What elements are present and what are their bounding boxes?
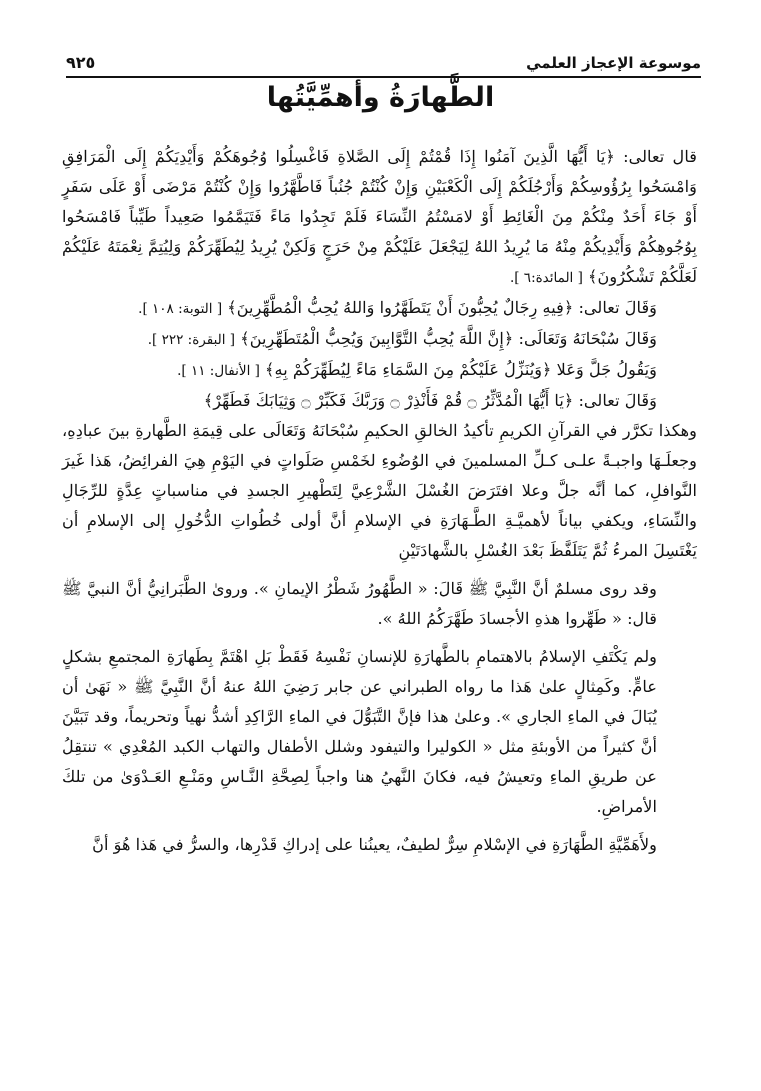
paragraph-quran-tawba: وَقَالَ تعالى: ﴿فِيهِ رِجَالٌ يُحِبُّونَ أَنْ يَتَطَهَّرُوا وَاللهُ يُحِبُّ الْمُطَّهِّرِينَ﴾ [ التوبة: ١٠٨ ]. — [138, 298, 657, 317]
body-text — [62, 142, 697, 860]
verse-reference: [ البقرة: ٢٢٢ ]. — [147, 332, 236, 348]
paragraph-quran-baqara: وَقَالَ سُبْحَانَهُ وَتَعَالَى: ﴿إِنَّ اللَّهَ يُحِبُّ التَّوَّابِينَ وَيُحِبُّ الْمُتَطَهِّرِينَ﴾ [ البقرة: ٢٢٢ ]. — [147, 329, 657, 348]
verse-reference: [ الأنفال: ١١ ]. — [177, 363, 260, 379]
paragraph-quran-muddathir: وَقَالَ تعالى: ﴿يَا أَيُّهَا الْمُدَّثِّرُ ۝ قُمْ فَأَنْذِرْ ۝ وَرَبَّكَ فَكَبِّرْ ۝ وَثِيَابَكَ فَطَهِّرْ﴾ — [203, 391, 657, 410]
book-title: موسوعة الإعجاز العلمي — [526, 54, 701, 72]
verse-reference: [ المائدة:٦ ]. — [509, 270, 583, 286]
paragraph-body-2: ولم يَكْتَفِ الإسلامُ بالاهتمامِ بالطَّهارَةِ للإنسانِ نَفْسِهُ فَقَطْ بَلِ اهْتَمَّ بِطَهارَةِ المجتمعِ بشكلٍ عامٍّ. وكَمِثالٍ علىٰ هَذا ما رواه الطبراني عن جابر رَضِيَ اللهُ عنهُ أنَّ النَّبِيَّ ﷺ « نَهَىٰ أن يُبَالَ في الماءِ الجاري ». وعلىٰ هذا فإنَّ التَّبَوُّلَ في الماءِ الرَّاكِدِ أشدُّ نهياً وتحريماً، وقد تَبَيَّنَ أنَّ كثيراً من الأوبئةِ مثل « الكوليرا والتيفود وشلل الأطفال والتهاب الكبد المُعْدِي » تنتقِلُ عن طريقِ الماءِ وتعيشُ فيه، فكانَ النَّهيُ هنا واجباً لِصِحَّةِ النَّـاسِ ومَنْـعِ العَـدْوَىٰ من تلكَ الأمراضِ. — [62, 647, 657, 816]
paragraph-body-1: وهكذا تكرَّر في القرآنِ الكريمِ تأكيدُ الخالقِ الحكيمِ سُبْحَانَهُ وَتَعَالَى على قِيمَةِ الطَّهارةِ بينَ عبادِهِ، وجعلَـهَا واجبـةً علـى كـلِّ المسلمينَ في الوُضُوءِ لخَمْسِ صَلَواتٍ في اليَوْمِ هِيَ الفرائِضُ، هَذا غَيرَ النَّوافلِ، كما أنَّه جلَّ وعلا افتَرَضَ الغُسْلَ الشَّرْعِيَّ لِتَطْهيرِ الجسدِ في مناسباتٍ عِدَّةٍ للرِّجَالِ والنِّسَاءِ، ويكفي بياناً لأهميَّـةِ الطَّـهَارَةِ في الإسلامِ أنَّ أولى خُطُواتِ الدُّخُولِ إلى الإسلامِ أن يَغْتَسِلَ المرءُ ثُمَّ يَتَلَفَّظَ بَعْدَ الغُسْلِ بالشَّهادَتَيْنِ — [62, 421, 697, 560]
page-number: ٩٢٥ — [66, 53, 96, 72]
verse-reference: [ التوبة: ١٠٨ ]. — [138, 301, 223, 317]
paragraph-hadith: وقد روى مسلمٌ أنَّ النَّبِيَّ ﷺ قَالَ: « الطَّهُورُ شَطْرُ الإيمانِ ». وروىٰ الطَّبَرانِيُّ أنَّ النبيَّ ﷺ قال: « طَهِّروا هذهِ الأجسادَ طَهَّرَكُمُ اللهُ ». — [62, 579, 657, 628]
paragraph-quran-anfal: وَيَقُولُ جَلَّ وَعَلا ﴿وَيُنَزِّلُ عَلَيْكُمْ مِنَ السَّمَاءِ مَاءً لِيُطَهِّرَكُمْ بِهِ﴾ [ الأنفال: ١١ ]. — [177, 360, 657, 379]
paragraph-quran-maida: قال تعالى: ﴿يَا أَيُّهَا الَّذِينَ آمَنُوا إِذَا قُمْتُمْ إِلَى الصَّلاةِ فَاغْسِلُوا وُجُوهَكُمْ وَأَيْدِيَكُمْ إِلَى الْمَرَافِقِ وَامْسَحُوا بِرُؤُوسِكُمْ وَأَرْجُلَكُمْ إِلَى الْكَعْبَيْنِ وَإِنْ كُنْتُمْ جُنُباً فَاطَّهَّرُوا وَإِنْ كُنْتُمْ مَرْضَى أَوْ عَلَى سَفَرٍ أَوْ جَاءَ أَحَدٌ مِنْكُمْ مِنَ الْغَائِطِ أَوْ لامَسْتُمُ النِّسَاءَ فَلَمْ تَجِدُوا مَاءً فَتَيَمَّمُوا صَعِيداً طَيِّباً فَامْسَحُوا بِوُجُوهِكُمْ وَأَيْدِيكُمْ مِنْهُ مَا يُرِيدُ اللهُ لِيَجْعَلَ عَلَيْكُمْ مِنْ حَرَجٍ وَلَكِنْ يُرِيدُ لِيُطَهِّرَكُمْ وَلِيُتِمَّ نِعْمَتَهُ عَلَيْكُمْ لَعَلَّكُمْ تَشْكُرُونَ﴾ [ المائدة:٦ ]. — [62, 147, 697, 286]
page-header — [66, 44, 701, 78]
paragraph-body-3: ولأَهَمِّيَّةِ الطَّهَارَةِ في الإسْلامِ سِرٌّ لطيفٌ، يعينُنا على إدراكِ قَدْرِها، والسرُّ في هَذا هُوَ أنَّ — [92, 835, 657, 854]
section-title: الطَّهارَةُ وأهمِّيَّتُها — [266, 82, 495, 113]
